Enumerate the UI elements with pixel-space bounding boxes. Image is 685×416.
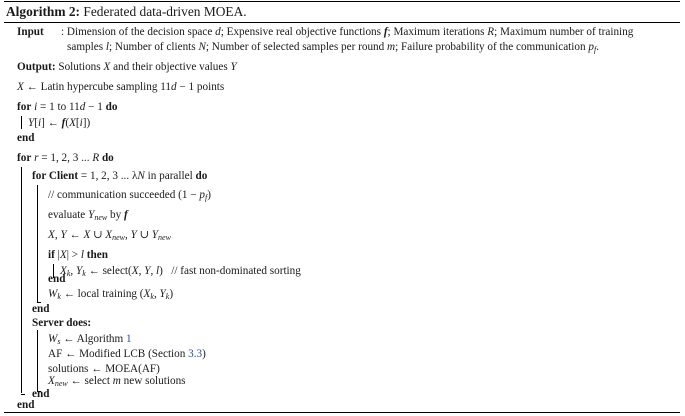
input-line-1: : Dimension of the decision space d; Expensive real objective functions f; Maximum iterations R; Maximum number of training <box>61 26 634 38</box>
bottom-rule <box>4 412 680 413</box>
caption-rule <box>4 22 680 23</box>
init-eval: Y[i] ← f(X[i]) <box>28 117 91 129</box>
for-client-loop: for Client = 1, 2, 3 ... λN in parallel do <box>32 170 208 182</box>
indent-tick <box>21 394 25 395</box>
for-init-loop: for i = 1 to 11d − 1 do <box>17 101 118 113</box>
end-init-loop: end <box>17 132 35 144</box>
if-line: if |X| > l then <box>48 249 108 261</box>
caption-label: Algorithm 2: <box>6 4 81 19</box>
end-server: end <box>32 388 50 400</box>
top-rule <box>4 1 680 2</box>
caption-title: Federated data-driven MOEA. <box>83 4 247 19</box>
select-line: $X_k$, $Y_k$ ← select(X, Y, l) // fast non-dominated sorting <box>60 265 301 278</box>
end-client-loop: end <box>32 303 50 315</box>
indent-bar <box>37 330 38 391</box>
indent-bar <box>37 185 38 302</box>
init-step: X ← Latin hypercube sampling 11d − 1 points <box>17 81 225 93</box>
ws-line: $W_s$ ← Algorithm 1 <box>48 333 132 346</box>
for-round-loop: for r = 1, 2, 3 ... R do <box>17 152 114 164</box>
server-does: Server does: <box>32 317 92 329</box>
algorithm-block <box>4 1 680 414</box>
input-line-2: samples l; Number of clients N; Number of selected samples per round m; Failure probability of the communication $p_f$. <box>67 41 600 54</box>
af-line: AF ← Modified LCB (Section 3.3) <box>48 348 206 360</box>
algorithm-caption <box>6 4 247 20</box>
end-round-loop: end <box>17 399 35 411</box>
indent-bar <box>21 116 22 129</box>
algorithm-ref-link[interactable]: 1 <box>126 333 132 345</box>
local-training-line: $W_k$ ← local training ($X_k$, $Y_k$) <box>48 288 174 301</box>
input-label: Input <box>17 26 44 38</box>
evaluate-line: evaluate $Y_{new}$ by f <box>48 209 128 222</box>
comment-line: // communication succeeded $(1 - p_f)$ <box>48 189 211 202</box>
output-line: Output: Solutions X and their objective values Y <box>17 61 237 73</box>
end-if: end <box>48 273 66 285</box>
indent-bar <box>21 167 22 393</box>
xnew-line: $X_{new}$ ← select m new solutions <box>48 375 186 388</box>
union-line: X, Y ← X ∪ $X_{new}$, Y ∪ $Y_{new}$ <box>48 229 171 242</box>
section-ref-link[interactable]: 3.3 <box>188 348 203 360</box>
moea-line: solutions ← MOEA(AF) <box>48 363 160 375</box>
